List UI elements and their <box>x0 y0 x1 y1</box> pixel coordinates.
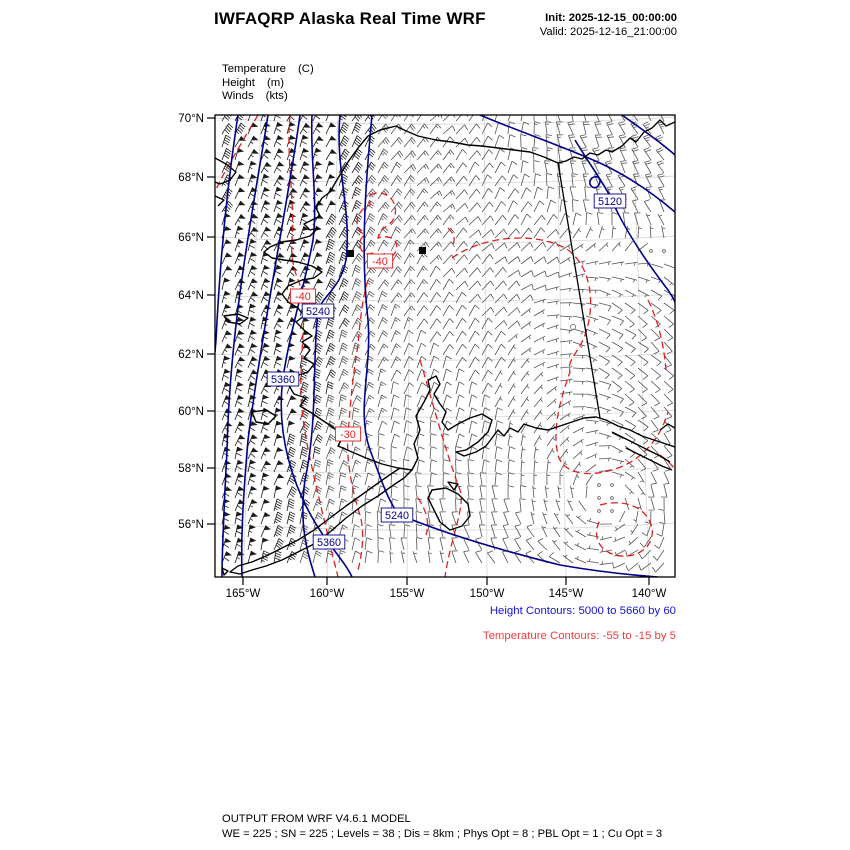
field-legend <box>222 63 314 104</box>
contour-label: 5120 <box>597 196 623 208</box>
temperature-contours-caption: Temperature Contours: -55 to -15 by 5 <box>482 630 676 642</box>
lat-tick-label: 68°N <box>178 172 204 184</box>
model-config-line: WE = 225 ; SN = 225 ; Levels = 38 ; Dis = 8km ; Phys Opt = 8 ; PBL Opt = 1 ; Cu Opt = 3 <box>222 827 663 840</box>
lon-tick-label: 140°W <box>631 588 667 600</box>
lat-tick-label: 56°N <box>178 519 204 531</box>
legend-winds-label: Winds <box>222 90 254 102</box>
lon-tick-label: 165°W <box>225 588 261 600</box>
legend-row-temperature <box>222 63 314 77</box>
init-time: Init: 2025-12-15_00:00:00 <box>545 12 677 24</box>
lon-tick-label: 145°W <box>548 588 584 600</box>
model-footer <box>222 812 662 841</box>
height-contours-caption: Height Contours: 5000 to 5660 by 60 <box>489 605 676 617</box>
legend-winds-unit: (kts) <box>265 90 288 102</box>
center-marker <box>570 324 575 329</box>
model-output-line: OUTPUT FROM WRF V4.6.1 MODEL <box>222 813 411 825</box>
contour-label: 5240 <box>384 510 410 522</box>
lat-tick-label: 64°N <box>178 290 204 302</box>
legend-height-unit: (m) <box>266 76 285 89</box>
contour-label: 5360 <box>270 374 296 386</box>
page-title: IWFAQRP Alaska Real Time WRF <box>214 9 486 28</box>
legend-row-winds <box>222 90 314 104</box>
lat-tick-label: 58°N <box>178 463 204 475</box>
contour-label: -30 <box>340 429 356 441</box>
contour-label: 5360 <box>316 537 342 549</box>
lon-tick-label: 155°W <box>389 588 425 600</box>
lat-tick-label: 70°N <box>178 113 204 125</box>
contour-label: -40 <box>372 256 388 268</box>
legend-temperature-unit: (C) <box>297 63 314 75</box>
legend-row-height <box>222 77 314 91</box>
legend-height-label: Height <box>222 76 255 89</box>
run-times <box>540 11 677 39</box>
contour-label: -40 <box>295 291 311 303</box>
lon-tick-label: 150°W <box>469 588 505 600</box>
lat-tick-label: 62°N <box>178 349 204 361</box>
contour-label: 5240 <box>305 306 331 318</box>
lat-tick-label: 60°N <box>178 406 204 418</box>
lat-tick-label: 66°N <box>178 232 204 244</box>
valid-time: Valid: 2025-12-16_21:00:00 <box>539 26 677 38</box>
wrf-map <box>165 105 685 610</box>
legend-temperature-label: Temperature <box>222 63 286 75</box>
lon-tick-label: 160°W <box>309 588 345 600</box>
